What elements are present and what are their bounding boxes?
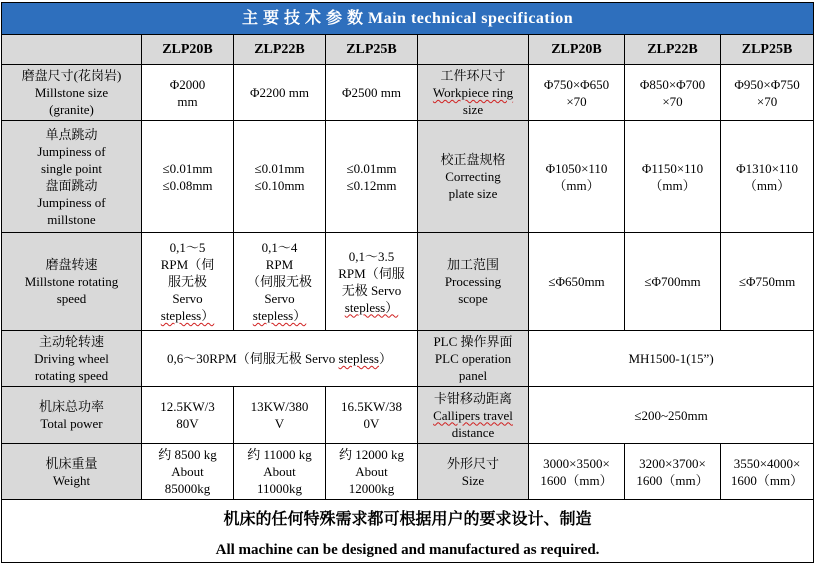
cell-text: ≤Φ650mm: [548, 274, 605, 289]
cell-text: Processing: [444, 274, 502, 289]
value-cell: [326, 233, 418, 331]
value-cell: [234, 121, 326, 233]
value-merged: [142, 331, 418, 387]
cell-text: 校正盘规格: [440, 152, 506, 167]
cell-text: 约 11000 kg: [247, 447, 312, 462]
cell-text: 0,6～30RPM（伺服无极 Servo stepless）: [166, 351, 392, 366]
model-header: ZLP20B: [529, 35, 625, 65]
header-blank-left: [2, 35, 142, 65]
cell-text: Millstone size: [34, 85, 109, 100]
cell-text: Millstone rotating: [24, 274, 119, 289]
cell-text: ≤0.08mm: [162, 177, 213, 193]
param-label: [418, 65, 529, 121]
cell-text: 1600（mm）: [730, 472, 804, 488]
cell-text: 卡钳移动距离: [433, 390, 512, 406]
value-cell: [234, 444, 326, 500]
model-header: ZLP22B: [234, 35, 326, 65]
cell-text: 1600（mm）: [636, 472, 709, 488]
spec-row: [2, 121, 814, 233]
value-cell: [625, 121, 721, 233]
spec-row: [2, 331, 814, 387]
cell-text: （mm）: [553, 177, 600, 193]
cell-text: 服无极: [167, 274, 207, 289]
cell-text: 约 8500 kg: [158, 447, 217, 462]
cell-text: 3550×4000×: [733, 455, 801, 471]
cell-text: 约 12000 kg: [338, 447, 404, 462]
value-cell: [326, 387, 418, 444]
cell-text: Φ2500 mm: [342, 85, 401, 100]
cell-text: 3000×3500×: [543, 455, 610, 471]
cell-text: Size: [461, 472, 485, 488]
cell-text: Jumpiness of: [37, 143, 106, 159]
footer-row-en: [2, 538, 814, 563]
cell-text: Φ2000: [169, 76, 206, 92]
cell-text: Correcting: [445, 169, 501, 184]
cell-text: rotating speed: [34, 368, 109, 383]
value-merged: [529, 331, 814, 387]
cell-text: 机床总功率: [38, 399, 104, 414]
cell-text: 无极 Servo: [341, 282, 402, 298]
value-cell: [234, 65, 326, 121]
cell-text: size: [462, 102, 484, 117]
table-title: 主 要 技 术 参 数 Main technical specification: [2, 3, 814, 35]
underlined-text: Workpiece ring: [432, 85, 514, 100]
cell-text: ×70: [662, 93, 683, 109]
spec-row: [2, 444, 814, 500]
cell-text: ≤0.10mm: [254, 177, 305, 193]
value-cell: [721, 65, 814, 121]
cell-text: 0,1～3.5: [348, 248, 395, 264]
value-cell: [529, 233, 625, 331]
value-cell: [234, 233, 326, 331]
header-row: [2, 35, 814, 65]
model-header: ZLP25B: [721, 35, 814, 65]
cell-text: Φ1050×110: [545, 160, 608, 176]
param-label: [2, 331, 142, 387]
cell-text: PLC 操作界面: [433, 334, 513, 349]
value-cell: [529, 444, 625, 500]
spec-row: [2, 233, 814, 331]
cell-text: speed: [56, 291, 87, 306]
cell-text: 0V: [363, 416, 380, 431]
cell-text: About: [263, 464, 296, 479]
value-cell: [625, 444, 721, 500]
cell-text: distance: [451, 424, 495, 440]
cell-text: 0,1～5: [169, 240, 206, 255]
model-header: ZLP25B: [326, 35, 418, 65]
param-label: [418, 444, 529, 500]
value-cell: [326, 65, 418, 121]
footer-note-en: All machine can be designed and manufactured as required.: [2, 538, 814, 563]
value-cell: [142, 387, 234, 444]
cell-text: Φ2200 mm: [250, 85, 309, 100]
cell-text: Driving wheel: [34, 351, 109, 366]
cell-text: plate size: [448, 186, 498, 201]
cell-text: 磨盘尺寸(花岗岩): [21, 68, 122, 83]
cell-text: ≤Φ750mm: [738, 274, 796, 289]
cell-text: Φ1310×110: [736, 160, 798, 176]
cell-text: About: [355, 464, 388, 479]
cell-text: 11000kg: [256, 481, 303, 496]
footer-note-cn: 机床的任何特殊需求都可根据用户的要求设计、制造: [2, 500, 814, 539]
title-row: [2, 3, 814, 35]
cell-text: Φ850×Φ700: [639, 76, 706, 92]
cell-text: MH1500-1(15”): [628, 351, 714, 366]
value-cell: [625, 65, 721, 121]
underlined-text: Callipers travel: [433, 407, 513, 423]
value-cell: [721, 444, 814, 500]
cell-text: RPM（伺: [160, 257, 215, 272]
value-cell: [529, 65, 625, 121]
cell-text: Jumpiness of: [37, 194, 106, 210]
cell-text: 外形尺寸: [446, 455, 499, 471]
value-cell: [142, 121, 234, 233]
spec-table: [1, 2, 814, 563]
cell-text: ≤0.01mm: [254, 160, 305, 176]
footer-row-cn: [2, 500, 814, 539]
value-cell: [326, 444, 418, 500]
param-label: [2, 387, 142, 444]
cell-text: （伺服无极: [246, 274, 312, 289]
value-cell: [721, 121, 814, 233]
cell-text: 机床重量: [45, 455, 98, 471]
cell-text: 工件环尺寸: [440, 68, 506, 83]
value-merged: [529, 387, 814, 444]
value-cell: [529, 121, 625, 233]
cell-text: ×70: [566, 93, 587, 109]
cell-text: 12.5KW/3: [160, 399, 215, 414]
cell-text: 1600（mm）: [540, 472, 613, 488]
cell-text: 12000kg: [348, 481, 395, 496]
param-label: [418, 233, 529, 331]
cell-text: RPM: [265, 257, 294, 272]
cell-text: （mm）: [743, 177, 791, 193]
cell-text: scope: [458, 291, 488, 306]
value-cell: [142, 65, 234, 121]
cell-text: Φ950×Φ750: [734, 76, 800, 92]
cell-text: PLC operation: [434, 351, 512, 366]
cell-text: About: [171, 464, 204, 479]
cell-text: 磨盘转速: [45, 257, 98, 272]
cell-text: panel: [458, 368, 488, 383]
cell-text: 单点跳动: [45, 126, 98, 142]
underlined-text: stepless）: [252, 308, 307, 323]
cell-text: 盘面跳动: [45, 177, 98, 193]
cell-text: 主动轮转速: [38, 334, 104, 349]
cell-text: Weight: [52, 472, 91, 488]
cell-text: ≤0.01mm: [346, 160, 397, 176]
model-header: ZLP22B: [625, 35, 721, 65]
param-label: [418, 387, 529, 444]
value-cell: [142, 233, 234, 331]
cell-text: ≤Φ700mm: [644, 274, 701, 289]
param-label: [418, 331, 529, 387]
spec-row: [2, 387, 814, 444]
cell-text: ≤0.01mm: [162, 160, 213, 176]
cell-text: Φ750×Φ650: [543, 76, 610, 92]
cell-text: ×70: [756, 93, 778, 109]
value-cell: [326, 121, 418, 233]
param-label: [2, 444, 142, 500]
cell-text: 85000kg: [164, 481, 211, 496]
cell-text: Total power: [40, 416, 103, 431]
spec-row: [2, 65, 814, 121]
value-cell: [721, 233, 814, 331]
underlined-text: stepless）: [344, 299, 399, 315]
cell-text: （mm）: [649, 177, 696, 193]
cell-text: 3200×3700×: [639, 455, 706, 471]
cell-text: 加工范围: [446, 257, 499, 272]
cell-text: (granite): [49, 102, 94, 117]
param-label: [2, 233, 142, 331]
cell-text: millstone: [47, 211, 96, 227]
param-label: [2, 65, 142, 121]
cell-text: Φ1150×110: [641, 160, 704, 176]
model-header: ZLP20B: [142, 35, 234, 65]
underlined-text: stepless）: [160, 308, 215, 323]
value-cell: [625, 233, 721, 331]
cell-text: 0,1～4: [261, 240, 298, 255]
cell-text: Servo: [172, 291, 203, 306]
header-blank-right: [418, 35, 529, 65]
cell-text: ≤0.12mm: [346, 177, 397, 193]
cell-text: mm: [177, 93, 198, 109]
cell-text: RPM（伺服: [338, 265, 405, 281]
cell-text: V: [274, 416, 285, 431]
param-label: [2, 121, 142, 233]
cell-text: 16.5KW/38: [340, 399, 403, 414]
param-label: [418, 121, 529, 233]
value-cell: [234, 387, 326, 444]
value-cell: [142, 444, 234, 500]
cell-text: 13KW/380: [250, 399, 309, 414]
cell-text: 80V: [176, 416, 199, 431]
cell-text: ≤200~250mm: [634, 407, 708, 423]
underlined-text: stepless: [338, 351, 379, 366]
cell-text: Servo: [264, 291, 295, 306]
cell-text: single point: [40, 160, 103, 176]
